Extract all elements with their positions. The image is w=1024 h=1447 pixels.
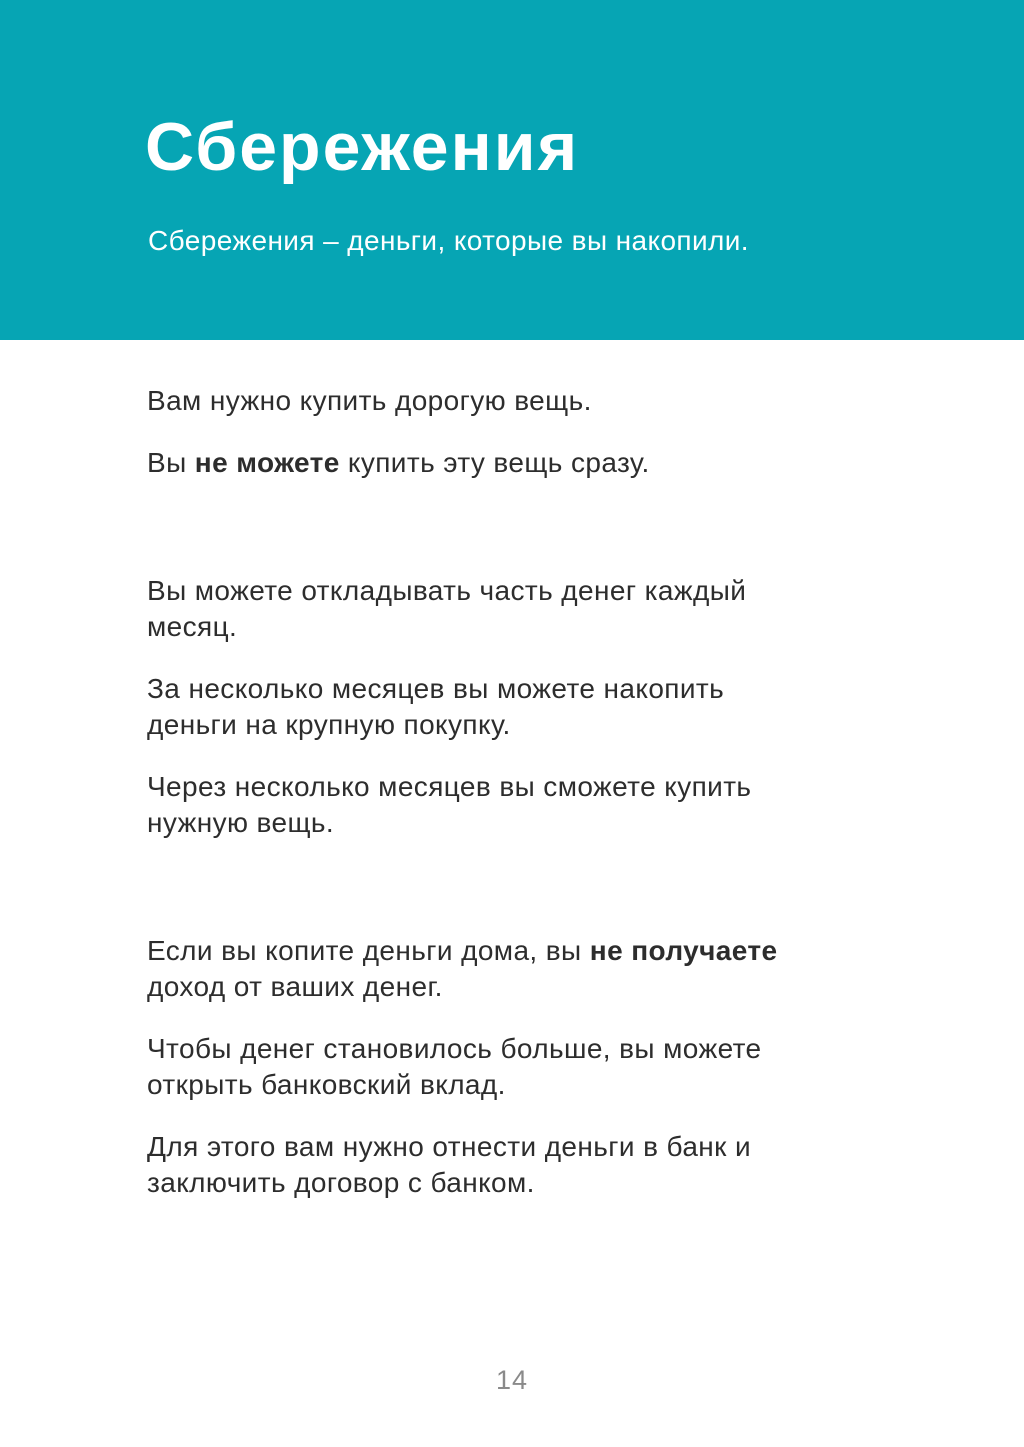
page-body <box>147 340 887 1227</box>
text-segment-bold: не можете <box>194 447 340 478</box>
text-segment: купить эту вещь сразу. <box>339 447 650 478</box>
saving-section <box>147 573 887 841</box>
deposit-paragraph-2 <box>147 1031 887 1103</box>
chapter-subtitle: Сбережения – деньги, которые вы накопили. <box>148 225 749 256</box>
text-line: открыть банковский вклад. <box>147 1069 506 1100</box>
saving-paragraph-2 <box>147 671 887 743</box>
text-line <box>147 445 887 481</box>
text-line: месяц. <box>147 611 238 642</box>
text-line: За несколько месяцев вы можете накопить <box>147 673 725 704</box>
chapter-title: Сбережения <box>145 109 580 185</box>
text-line: нужную вещь. <box>147 807 335 838</box>
text-line <box>147 933 887 969</box>
saving-paragraph-1 <box>147 573 887 645</box>
text-line: деньги на крупную покупку. <box>147 709 511 740</box>
page-footer <box>0 1365 1024 1396</box>
text-line: Для этого вам нужно отнести деньги в банк и <box>147 1131 752 1162</box>
intro-paragraph-1 <box>147 383 887 419</box>
text-line: заключить договор с банком. <box>147 1167 535 1198</box>
text-segment: Если вы копите деньги дома, вы <box>147 935 590 966</box>
text-line: Вам нужно купить дорогую вещь. <box>147 385 592 416</box>
intro-paragraph-2 <box>147 445 887 481</box>
chapter-header <box>0 0 1024 340</box>
text-line: Через несколько месяцев вы сможете купить <box>147 771 752 802</box>
page-number: 14 <box>495 1365 529 1395</box>
text-line: доход от ваших денег. <box>147 971 443 1002</box>
deposit-paragraph-3 <box>147 1129 887 1201</box>
text-line: Вы можете откладывать часть денег каждый <box>147 575 747 606</box>
text-segment-bold: не получаете <box>589 935 778 966</box>
text-segment: Вы <box>147 447 195 478</box>
intro-section <box>147 383 887 481</box>
text-line: Чтобы денег становилось больше, вы можете <box>147 1033 762 1064</box>
deposit-paragraph-1 <box>147 933 887 1005</box>
deposit-section <box>147 933 887 1201</box>
saving-paragraph-3 <box>147 769 887 841</box>
